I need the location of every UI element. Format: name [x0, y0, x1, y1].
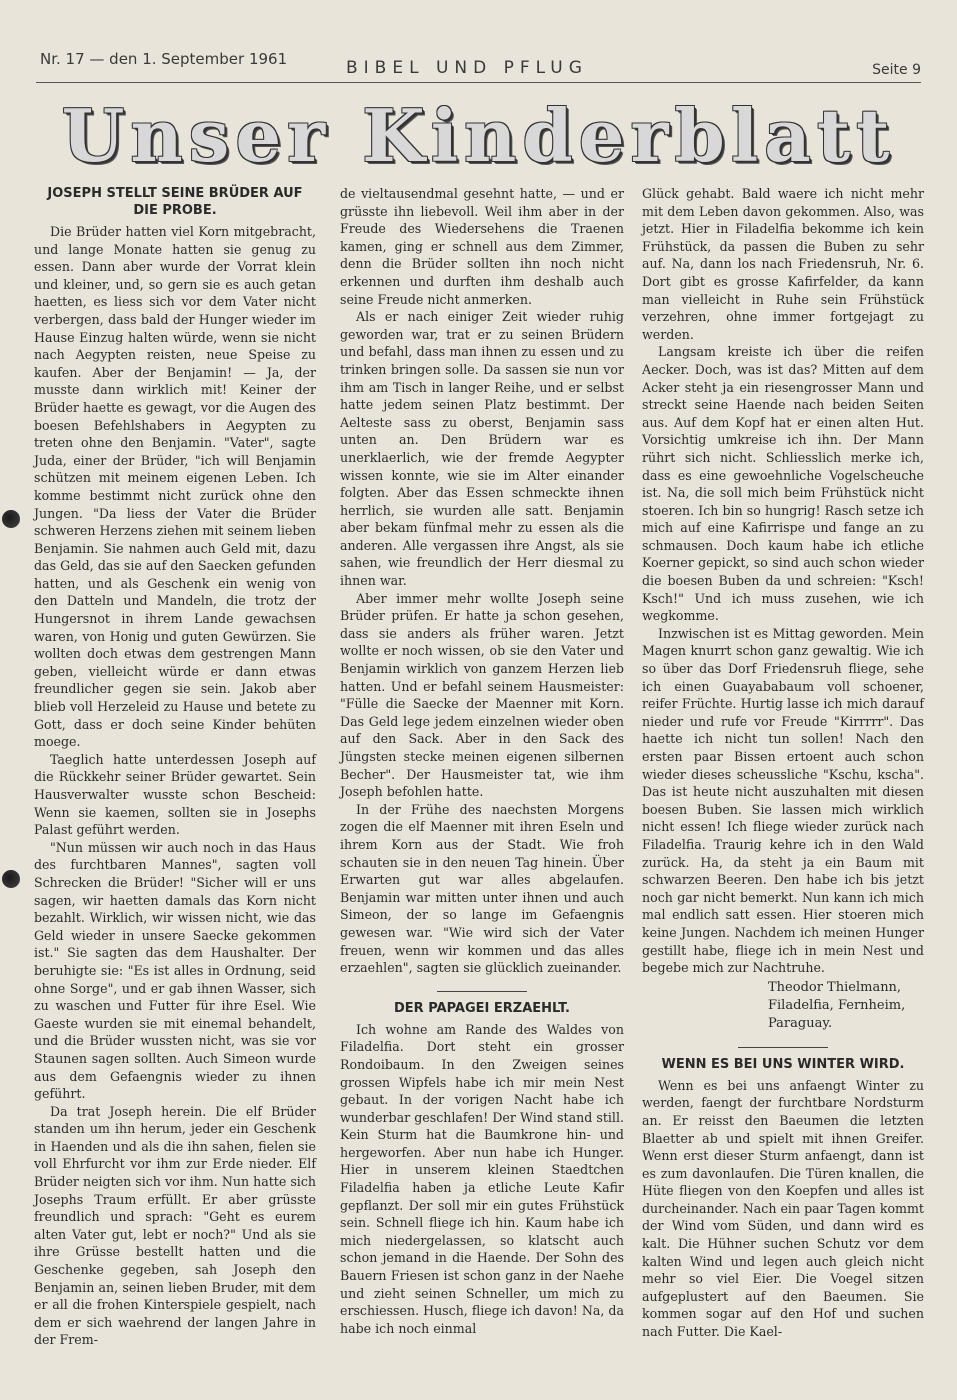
paragraph: Langsam kreiste ich über die reifen Aecker. Doch, was ist das? Mitten auf dem Acker steht ja ein riesengrosser Mann und streckt seine Haende nach beiden Seiten aus. Auf dem Kopf hat er einen alten Hut. Vorsichtig umkreise ich ihn. Der Mann rührt sich nicht. Schliesslich merke ich, dass es eine gewoehnliche Vogelscheuche ist. Na, die soll mich beim Frühstück nicht stoeren. Ich bin so hungrig! Rasch setze ich mich auf eine Kafirrispe und fange an zu schmausen. Doch kaum habe ich etliche Koerner gepickt, so sind auch schon wieder die boesen Buben da und schreien: "Ksch! Ksch!" Und ich muss zusehen, wie ich wegkomme. — [642, 344, 924, 624]
signature-line: Theodor Thielmann, — [768, 979, 902, 995]
header-rule — [36, 82, 921, 83]
issue-info: Nr. 17 — den 1. September 1961 — [40, 50, 288, 68]
paragraph: In der Frühe des naechsten Morgens zogen die elf Maenner mit ihren Eseln und ihrem Korn aus der Stadt. Wie froh schauten sie in den neuen Tag hinein. Über Erwarten gut war alles abgelaufen. Benjamin war mitten unter ihnen und auch Simeon, der so lange im Gefaengnis gewesen war. "Wie wird sich der Vater freuen, wenn wir kommen und das alles erzaehlen", sagten sie glücklich zueinander. — [340, 801, 624, 976]
paragraph: Wenn es bei uns anfaengt Winter zu werden, faengt der furchtbare Nordsturm an. Er reisst den Baeumen die letzten Blaetter ab und spielt mit ihnen Greifer. Wenn erst dieser Sturm anfaengt, dann ist es zum davonlaufen. Die Türen knallen, die Hüte fliegen von den Koepfen und alles ist durcheinander. Nach ein paar Tagen kommt der Wind vom Süden, und dann wird es kalt. Die Hühner suchen Schutz vor dem kalten Wind und legen auch gleich nicht mehr so viel Eier. Die Voegel sitzen aufgeplustert auf den Baeumen. Sie kommen sogar auf den Hof und suchen nach Futter. Die Kael- — [642, 1077, 924, 1340]
page-number: Seite 9 — [872, 62, 921, 78]
paragraph: "Nun müssen wir auch noch in das Haus des furchtbaren Mannes", sagten voll Schrecken die Brüder! "Sicher will er uns sagen, wir haetten damals das Korn nicht bezahlt. Wirklich, wir wissen nicht, wie das Geld wieder in unsere Saecke gekommen ist." Sie sagten das dem Haushalter. Der beruhigte sie: "Es ist alles in Ordnung, seid ohne Sorge", und er gab ihnen Wasser, sich zu waschen und Futter für ihre Esel. Wie Gaeste wurden sie mit einemal behandelt, und die Brüder wussten nicht, was sie vor Staunen sagen sollten. Auch Simeon wurde aus dem Gefaengnis wieder zu ihnen geführt. — [34, 839, 316, 1102]
column-1 — [34, 185, 316, 1349]
paragraph: Die Brüder hatten viel Korn mitgebracht, und lange Monate hatten sie genug zu essen. Dann aber wurde der Vorrat klein und kleiner, und, so gern sie es auch getan haetten, es liess sich vor dem Vater nicht verbergen, dass bald der Hunger wieder im Hause Einzug halten würde, wenn sie nicht nach Aegypten reisten, neue Speise zu kaufen. Aber der Benjamin! — Ja, der musste dann wirklich mit! Keiner der Brüder haette es gewagt, vor die Augen des boesen Befehlshabers in Aegypten zu treten ohne den Benjamin. "Vater", sagte Juda, einer der Brüder, "ich will Benjamin schützen mit meinem eigenen Leben. Ich komme bestimmt nicht zurück ohne den Jungen. "Da liess der Vater die Brüder schweren Herzens ziehen mit seinem lieben Benjamin. Sie nahmen auch Geld mit, dazu das Geld, das sie auf den Saecken gefunden hatten, und als Geschenk ein wenig von den Datteln und Mandeln, die trotz der Hungersnot in ihrem Lande gewachsen waren, von Honig und guten Gewürzen. Sie wollten doch etwas dem gestrengen Mann geben, vielleicht würde er dann etwas freundlicher gegen sie sein. Jakob aber blieb voll Herzeleid zu Hause und betete zu Gott, dass er doch seine Kinder behüten moege. — [34, 224, 316, 750]
signature — [642, 979, 924, 1033]
column-2 — [340, 185, 624, 1337]
paragraph: Ich wohne am Rande des Waldes von Filadelfia. Dort steht ein grosser Rondoibaum. In den Zweigen seines grossen Wipfels habe ich mir mein Nest gebaut. In der vorigen Nacht habe ich wunderbar geschlafen! Der Wind stand still. Kein Sturm hat die Baumkrone hin- und hergeworfen. Aber nun habe ich Hunger. Hier in unserem kleinen Staedtchen Filadelfia haben ja etliche Leute Kafir gepflanzt. Der soll mir ein gutes Frühstück sein. Schnell fliege ich hin. Kaum habe ich mich niedergelassen, so klatscht auch schon jemand in die Haende. Der Sohn des Bauern Friesen ist schon ganz in der Naehe und zieht seinen Schneller, um mich zu erschiessen. Husch, fliege ich davon! Na, da habe ich noch einmal — [340, 1021, 624, 1336]
paragraph: Glück gehabt. Bald waere ich nicht mehr mit dem Leben davon gekommen. Also, was jetzt. Hier in Filadelfia bekomme ich kein Frühstück, da passen die Buben zu sehr auf. Na, dann los nach Friedensruh, Nr. 6. Dort gibt es grosse Kafirfelder, da kann man vielleicht in Ruhe sein Frühstück verzehren, ohne immer fortgejagt zu werden. — [642, 186, 924, 342]
paragraph: Taeglich hatte unterdessen Joseph auf die Rückkehr seiner Brüder gewartet. Sein Hausverwalter wusste schon Bescheid: Wenn sie kaemen, sollten sie in Josephs Palast geführt werden. — [34, 751, 316, 838]
divider — [437, 991, 527, 992]
masthead: Unser Kinderblatt — [61, 92, 896, 178]
paragraph: de vieltausendmal gesehnt hatte, — und er grüsste ihn liebevoll. Weil ihm aber in der Freude des Wiedersehens die Traenen kamen, ging er schnell aus dem Zimmer, denn die Brüder sollten ihn noch nicht erkennen und durften ihm deshalb auch seine Freude nicht anmerken. — [340, 186, 624, 307]
column-3 — [642, 185, 924, 1341]
article-headline: JOSEPH STELLT SEINE BRÜDER AUF DIE PROBE. — [47, 186, 303, 218]
signature-line: Paraguay. — [768, 1015, 833, 1031]
punch-hole — [2, 870, 20, 888]
paragraph: Inzwischen ist es Mittag geworden. Mein Magen knurrt schon ganz gewaltig. Wie ich so über das Dorf Friedensruh fliege, sehe ich einen Guayababaum voll schoener, reifer Früchte. Hurtig lasse ich mich darauf nieder und rufe vor Freude "Kirrrrr". Das haette ich nicht tun sollen! Nach den ersten paar Bissen ertoent auch schon wieder dieses scheussliche "Kschu, kscha". Das ist heute nicht auszuhalten mit diesen boesen Buben. Sie lassen mich wirklich nicht essen! Ich fliege wieder zurück nach Filadelfia. Traurig kehre ich in den Wald zurück. Ha, da steht ja ein Baum mit schwarzen Beeren. Den habe ich bis jetzt noch gar nicht bemerkt. Nun kann ich mich mal endlich satt essen. Hier stoeren mich keine Jungen. Nachdem ich meinen Hunger gestillt habe, fliege ich in mein Nest und begebe mich zur Nachtruhe. — [642, 625, 924, 976]
paper-title: BIBEL UND PFLUG — [346, 58, 588, 78]
paragraph: Da trat Joseph herein. Die elf Brüder standen um ihn herum, jeder ein Geschenk in Haenden und als die ihn sahen, fielen sie voll Ehrfurcht vor ihm zur Erde nieder. Elf Brüder neigten sich vor ihm. Nun hatte sich Josephs Traum erfüllt. Er aber grüsste freundlich und sprach: "Geht es eurem alten Vater gut, lebt er noch?" Und als sie ihre Grüsse bestellt hatten und die Geschenke gegeben, sah Joseph den Benjamin an, seinen lieben Bruder, mit dem er all die frohen Kinterspiele gespielt, nach dem er sich waehrend der langen Jahre in der Frem- — [34, 1103, 316, 1348]
divider — [738, 1047, 828, 1048]
signature-line: Filadelfia, Fernheim, — [768, 997, 906, 1013]
paragraph: Als er nach einiger Zeit wieder ruhig geworden war, trat er zu seinen Brüdern und befahl, dass man ihnen zu essen und zu trinken bringen solle. Da sassen sie nun vor ihm am Tisch in langer Reihe, und er selbst hatte jedem seinen Platz bestimmt. Der Aelteste sass zu oberst, Benjamin sass unten an. Den Brüdern war es unerklaerlich, wie der fremde Aegypter wissen konnte, wie sie im Alter einander folgten. Aber das Essen schmeckte ihnen herrlich, sie wurden alle satt. Benjamin aber bekam fünfmal mehr zu essen als die anderen. Alle vergassen ihre Angst, als sie sahen, wie freundlich der Herr diesmal zu ihnen war. — [340, 309, 624, 589]
article-headline: WENN ES BEI UNS WINTER WIRD. — [661, 1056, 905, 1072]
paragraph: Aber immer mehr wollte Joseph seine Brüder prüfen. Er hatte ja schon gesehen, dass sie anders als früher waren. Jetzt wollte er noch wissen, ob sie den Vater und Benjamin wirklich von ganzem Herzen lieb hatten. Und er befahl seinem Hausmeister: "Fülle die Saecke der Maenner mit Korn. Das Geld lege jedem einzelnen wieder oben auf den Sack. Aber in den Sack des Jüngsten stecke meinen eigenen silbernen Becher". Der Hausmeister tat, wie ihm Joseph befohlen hatte. — [340, 590, 624, 800]
punch-hole — [2, 510, 20, 528]
article-headline: DER PAPAGEI ERZAEHLT. — [393, 1000, 570, 1016]
